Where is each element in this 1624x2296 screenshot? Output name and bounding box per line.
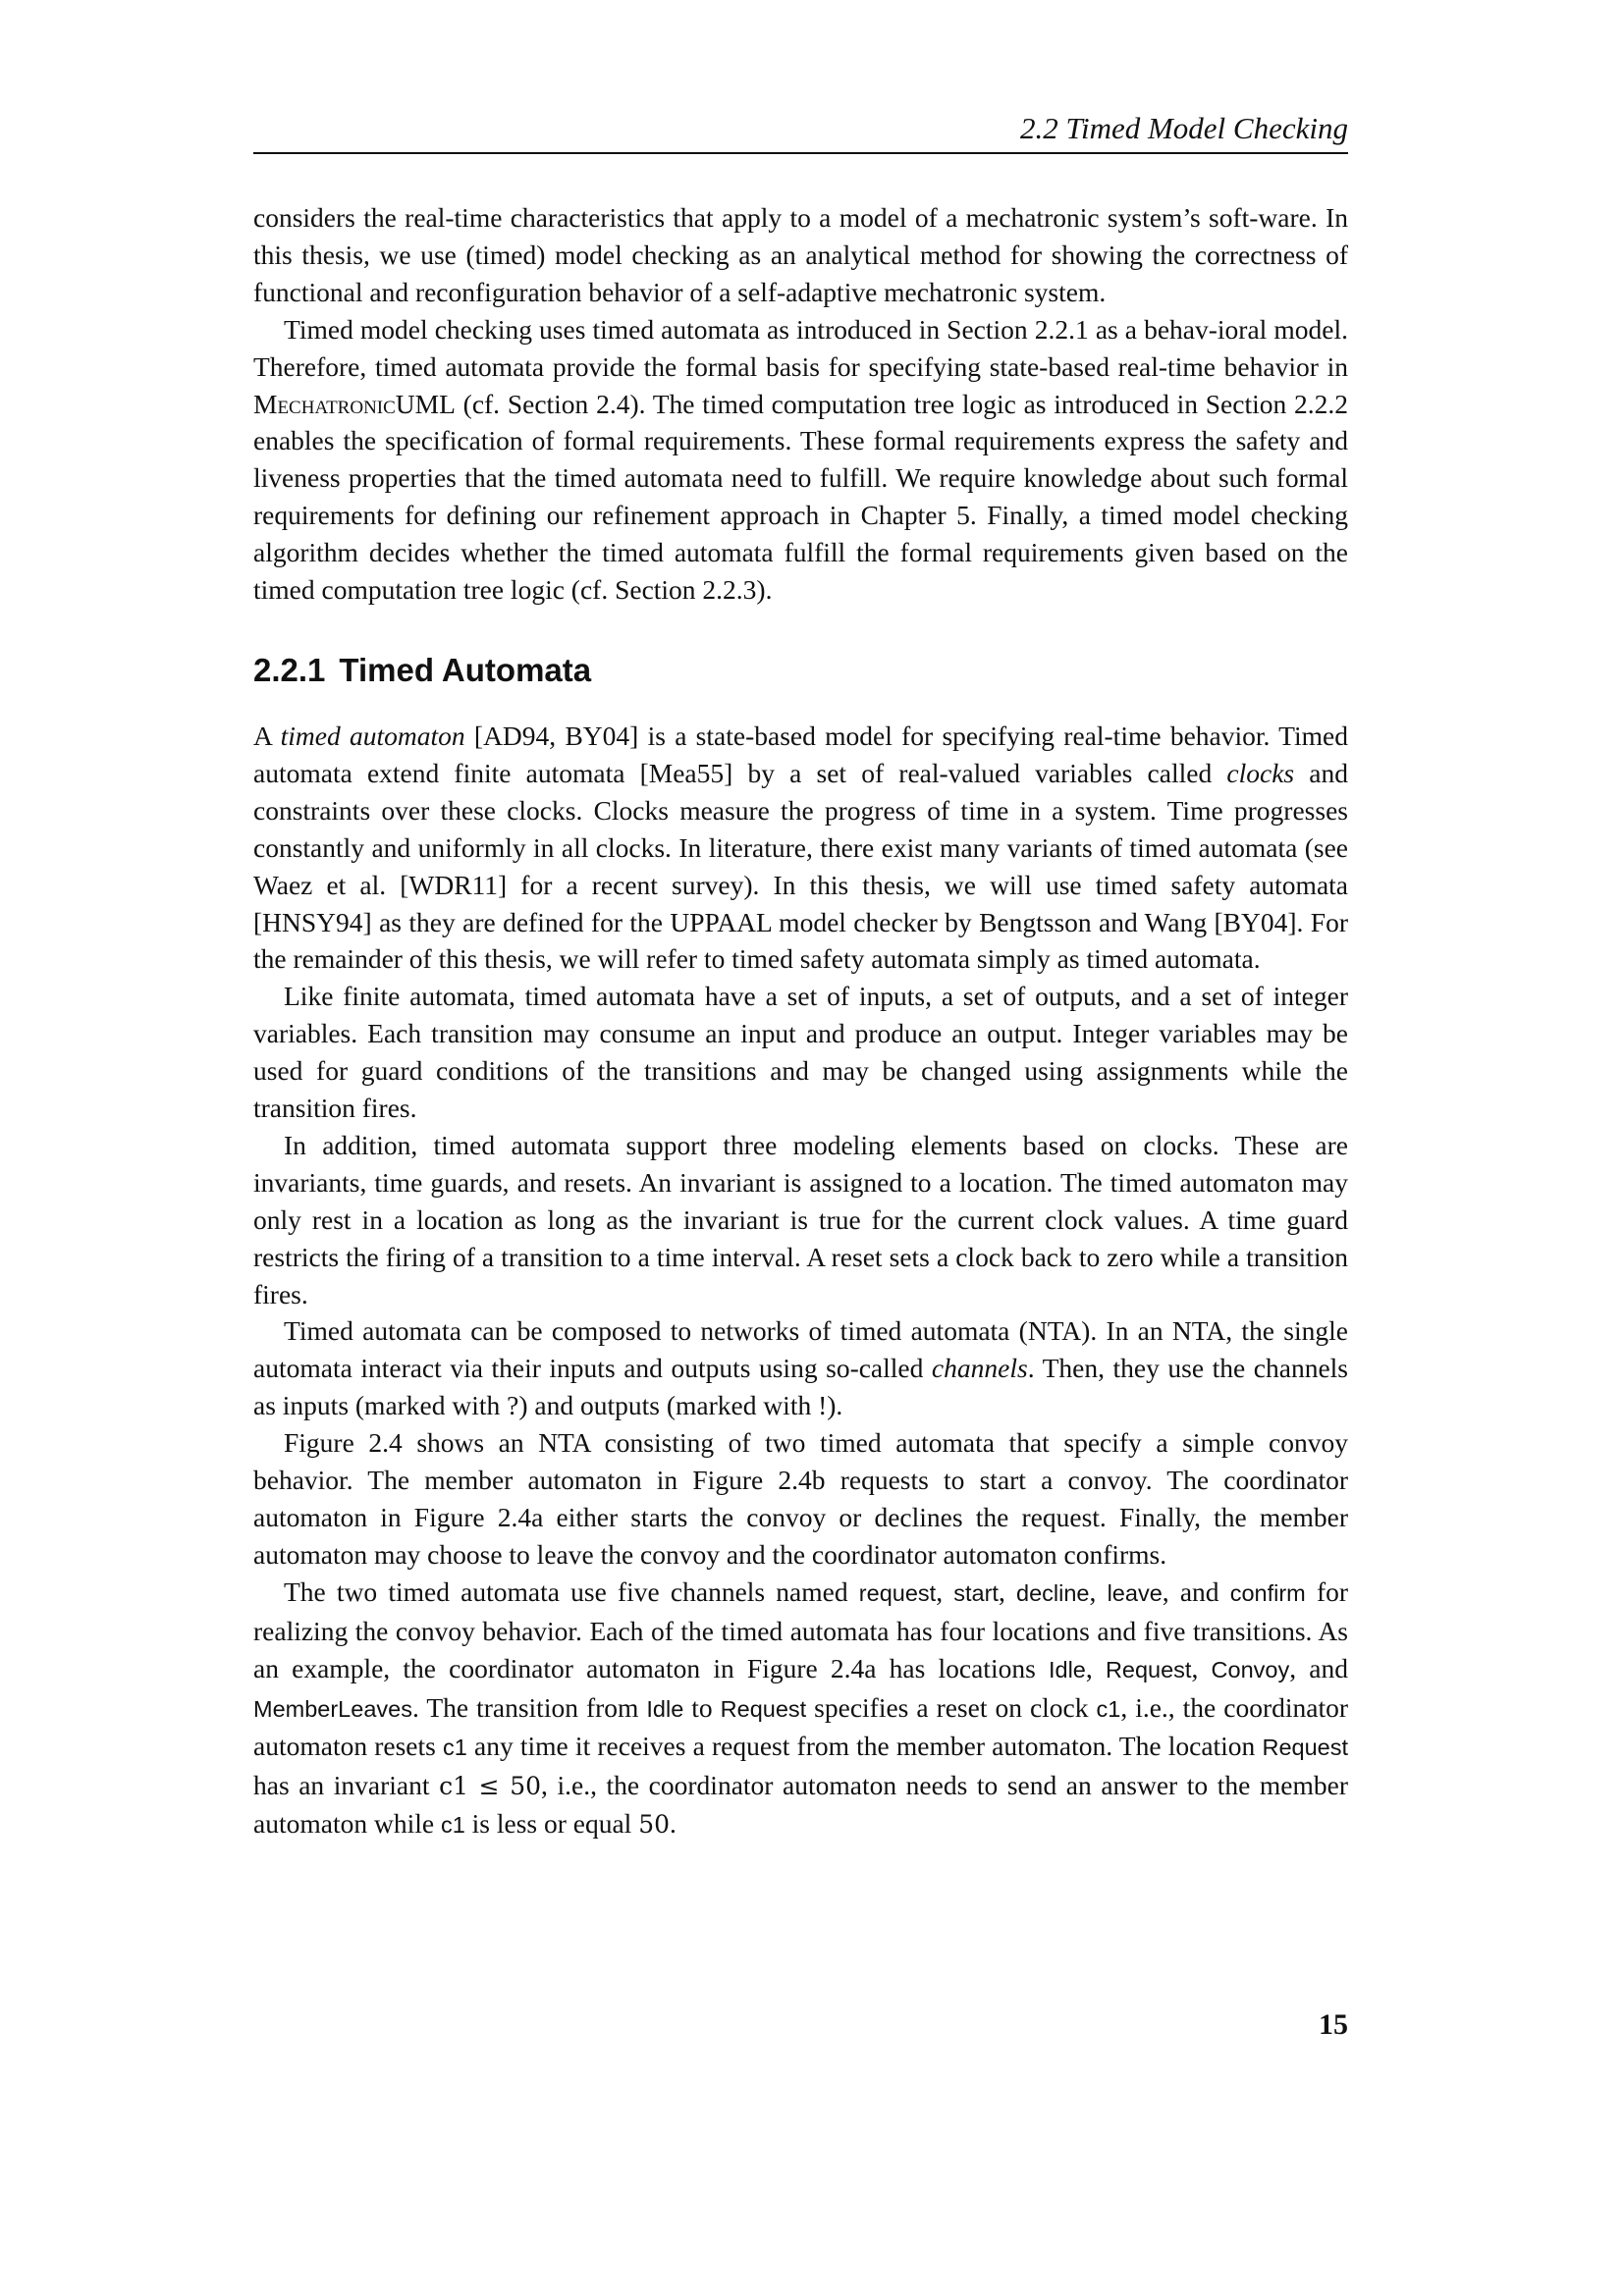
text-run: (cf. Section 2.4). The timed computation tree logic as introduced in Section 2.2.2 enables the specification of formal requirements. These formal requirements express the safety and liveness properties that the timed automata need to fulfill. We require knowledge about such formal requirements for defining our refinement approach in Chapter 5. Finally, a timed model checking algorithm decides whether the timed automata fulfill the formal requirements given based on the timed computation tree logic (cf. Section 2.2.3). xyxy=(253,388,1348,606)
code-identifier: confirm xyxy=(1229,1579,1306,1606)
text-run: specifies a reset on clock xyxy=(806,1691,1097,1723)
paragraph-p4 xyxy=(253,978,1348,1127)
paragraph-p6 xyxy=(253,1312,1348,1424)
text-run: , and xyxy=(1162,1575,1230,1607)
text-run: In addition, timed automata support three modeling elements based on clocks. These are invariants, time guards, and resets. An invariant is assigned to a location. The timed automaton may only rest in a location as long as the invariant is true for the current clock values. A time guard restricts the firing of a transition to a time interval. A reset sets a clock back to zero while a transition fires. xyxy=(253,1129,1348,1309)
emphasis-term: clocks xyxy=(1226,757,1295,788)
page-number: 15 xyxy=(1319,2008,1348,2041)
subsection-heading xyxy=(253,651,1348,690)
emphasis-term: channels xyxy=(931,1353,1028,1384)
code-identifier: leave xyxy=(1107,1579,1163,1606)
text-run: Timed automata can be composed to networks of timed automata (NTA). In an NTA, the single automata interact via their inputs and outputs using so-called xyxy=(253,1315,1348,1384)
code-identifier: Request xyxy=(1105,1656,1192,1682)
intro-paragraphs xyxy=(253,199,1348,609)
math-expression: 50 xyxy=(638,1810,671,1840)
code-identifier: request xyxy=(858,1579,937,1606)
text-run: considers the real-time characteristics that apply to a model of a mechatronic system’s soft-ware. In this thesis, we use (timed) model checking as an analytical method for showing the correctness of functional and reconfiguration behavior of a self-adaptive mechatronic system. xyxy=(253,202,1348,307)
text-run: , and xyxy=(1289,1652,1348,1683)
code-identifier: Idle xyxy=(646,1695,684,1722)
text-run: and constraints over these clocks. Clocks measure the progress of time in a system. Time progresses constantly and uniformly in all clocks. In literature, there exist many variants of timed automata (see Waez et al. [WDR11] for a recent survey). In this thesis, we will use timed safety automata [HNSY94] as they are defined for the UPPAAL model checker by Bengtsson and Wang [BY04]. For the remainder of this thesis, we will refer to timed safety automata simply as timed automata. xyxy=(253,757,1348,975)
emphasis-term: timed automaton xyxy=(280,720,465,751)
code-identifier: Request xyxy=(720,1695,807,1722)
code-identifier: Convoy xyxy=(1211,1656,1290,1682)
text-run: , i.e., the coordinator automaton resets xyxy=(253,1691,1348,1762)
paragraph-p8 xyxy=(253,1574,1348,1844)
code-identifier: start xyxy=(953,1579,999,1606)
text-run: to xyxy=(683,1691,721,1723)
text-run: for realizing the convoy behavior. Each of the timed automata has four locations and five transitions. As an example, the coordinator automaton in Figure 2.4a has locations xyxy=(253,1575,1349,1683)
text-run: Timed model checking uses timed automata as introduced in Section 2.2.1 as a behav-ioral model. Therefore, timed automata provide the formal basis for specifying state-based real-time behavior in xyxy=(253,313,1348,382)
text-run: The two timed automata use five channels named xyxy=(284,1575,859,1607)
text-run: . Then, they use the channels as inputs (marked with ?) and outputs (marked with !). xyxy=(253,1353,1348,1421)
text-run: , xyxy=(1089,1575,1108,1607)
text-run: , xyxy=(1191,1652,1212,1683)
text-run: , xyxy=(936,1575,954,1607)
paragraph-p1 xyxy=(253,199,1348,311)
paragraph-p2 xyxy=(253,311,1348,609)
text-run: , i.e., the coordinator automaton needs to send an answer to the member automaton while xyxy=(253,1770,1348,1840)
text-run: is less or equal xyxy=(464,1808,639,1840)
text-run: has an invariant xyxy=(253,1770,440,1801)
text-run: , xyxy=(998,1575,1017,1607)
text-run: A xyxy=(253,720,281,751)
subsection-title: Timed Automata xyxy=(339,651,592,688)
body-text xyxy=(253,199,1348,1844)
header-rule xyxy=(253,152,1348,154)
running-header: 2.2 Timed Model Checking xyxy=(1019,111,1348,145)
code-identifier: decline xyxy=(1016,1579,1090,1606)
paragraph-p3 xyxy=(253,718,1348,978)
text-run: Like finite automata, timed automata have a set of inputs, a set of outputs, and a set of integer variables. Each transition may consume an input and produce an output. Integer variables may be used for guard conditions of the transitions and may be changed using assignments while the transition fires. xyxy=(253,981,1348,1124)
code-identifier: Idle xyxy=(1048,1656,1086,1682)
text-run: Figure 2.4 shows an NTA consisting of two timed automata that specify a simple convoy behavior. The member automaton in Figure 2.4b requests to start a convoy. The coordinator automaton in Figure 2.4a either starts the convoy or declines the request. Finally, the member automaton may choose to leave the convoy and the coordinator automaton confirms. xyxy=(253,1427,1348,1570)
code-identifier: c1 xyxy=(1096,1695,1121,1722)
text-run: , xyxy=(1085,1652,1106,1683)
paragraph-p7 xyxy=(253,1424,1348,1574)
paragraph-p5 xyxy=(253,1127,1348,1313)
text-run: any time it receives a request from the member automaton. The location xyxy=(466,1731,1263,1762)
code-identifier: Request xyxy=(1262,1735,1348,1761)
code-identifier: c1 xyxy=(440,1812,465,1839)
code-identifier: MemberLeaves xyxy=(253,1695,412,1722)
text-run: . xyxy=(670,1808,677,1840)
math-expression: c1 ≤ 50 xyxy=(439,1772,542,1801)
subsection-number: 2.2.1 xyxy=(253,651,326,688)
text-run: . The transition from xyxy=(411,1691,647,1723)
small-caps-name: MechatronicUML xyxy=(253,388,456,419)
code-identifier: c1 xyxy=(443,1735,467,1761)
text-run: [AD94, BY04] is a state-based model for specifying real-time behavior. Timed automata extend finite automata [Mea55] by a set of real-valued variables called xyxy=(253,720,1348,788)
section-paragraphs xyxy=(253,718,1348,1844)
